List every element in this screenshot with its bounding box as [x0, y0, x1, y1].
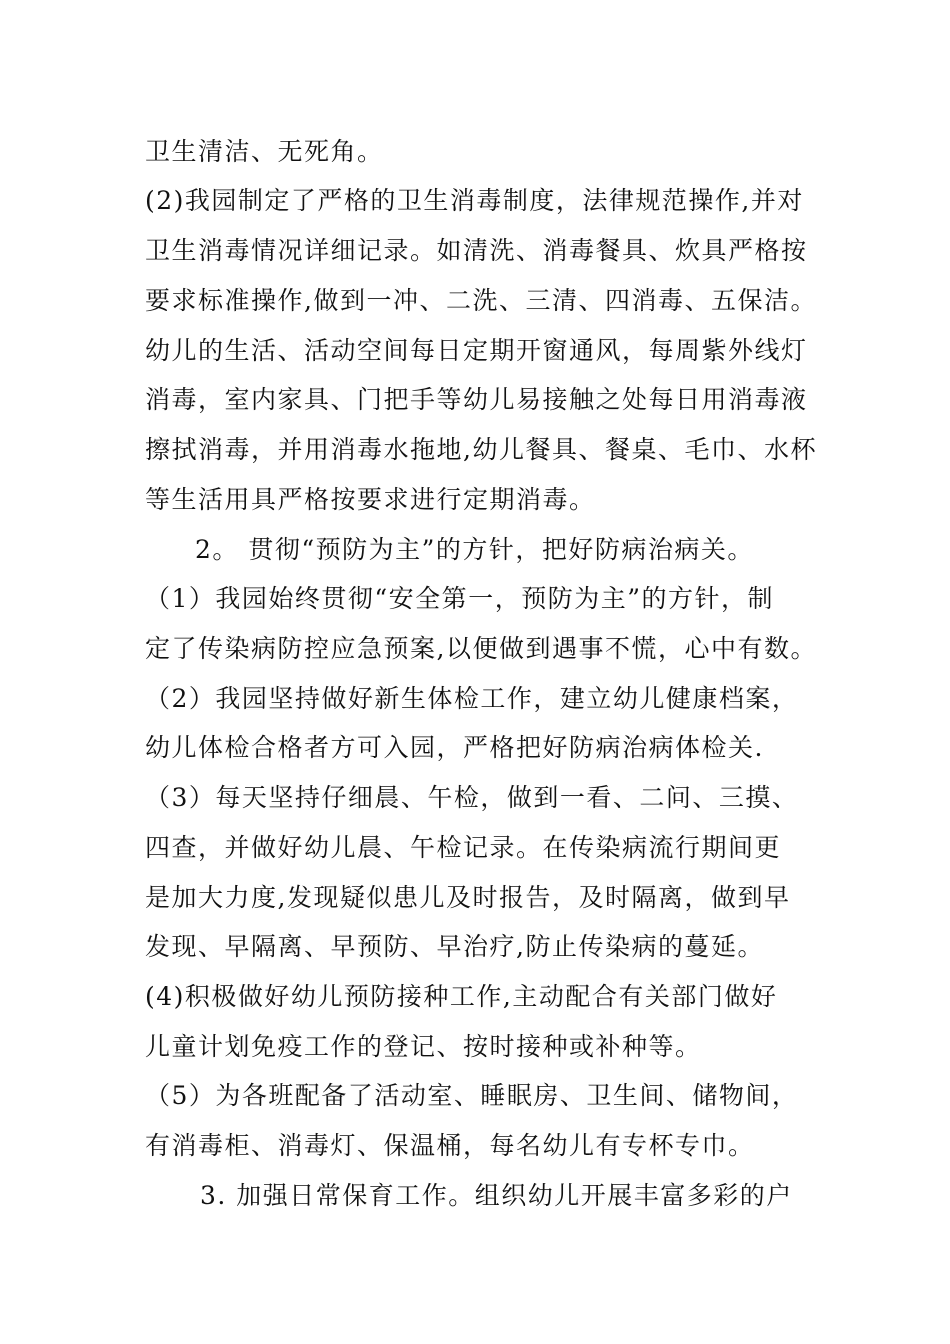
text-line: （1）我园始终贯彻“安全第一，预防为主”的方针，制: [145, 584, 774, 613]
text-line: 要求标准操作,做到一冲、二洗、三清、四消毒、五保洁。: [145, 286, 817, 315]
text-line: 卫生清洁、无死角。: [145, 137, 384, 166]
text-line: 擦拭消毒，并用消毒水拖地,幼儿餐具、餐桌、毛巾、水杯: [145, 435, 817, 464]
text-line: 幼儿的生活、活动空间每日定期开窗通风，每周紫外线灯: [145, 336, 808, 365]
text-line: 有消毒柜、消毒灯、保温桶，每名幼儿有专杯专巾。: [145, 1131, 755, 1160]
text-line: （3）每天坚持仔细晨、午检，做到一看、二问、三摸、: [145, 783, 799, 812]
text-line: （5）为各班配备了活动室、睡眠房、卫生间、储物间，: [145, 1081, 799, 1110]
text-line: 定了传染病防控应急预案,以便做到遇事不慌，心中有数。: [145, 634, 817, 663]
text-line: 幼儿体检合格者方可入园，严格把好防病治病体检关.: [145, 733, 764, 762]
text-line: （2）我园坚持做好新生体检工作，建立幼儿健康档案，: [145, 684, 799, 713]
text-line: 四查，并做好幼儿晨、午检记录。在传染病流行期间更: [145, 833, 782, 862]
text-line: 卫生消毒情况详细记录。如清洗、消毒餐具、炊具严格按: [145, 236, 808, 265]
text-line: 是加大力度,发现疑似患儿及时报告，及时隔离，做到早: [145, 883, 791, 912]
text-line: (4)积极做好幼儿预防接种工作,主动配合有关部门做好: [145, 982, 778, 1011]
text-line: 发现、早隔离、早预防、早治疗,防止传染病的蔓延。: [145, 932, 764, 961]
text-line: 等生活用具严格按要求进行定期消毒。: [145, 485, 596, 514]
text-line: 消毒，室内家具、门把手等幼儿易接触之处每日用消毒液: [145, 385, 808, 414]
section-heading: 2。 贯彻“预防为主”的方针，把好防病治病关。: [195, 535, 754, 564]
text-line: (2)我园制定了严格的卫生消毒制度，法律规范操作,并对: [145, 186, 804, 215]
text-line: 儿童计划免疫工作的登记、按时接种或补种等。: [145, 1032, 702, 1061]
section-heading: 3. 加强日常保育工作。组织幼儿开展丰富多彩的户: [200, 1181, 793, 1210]
